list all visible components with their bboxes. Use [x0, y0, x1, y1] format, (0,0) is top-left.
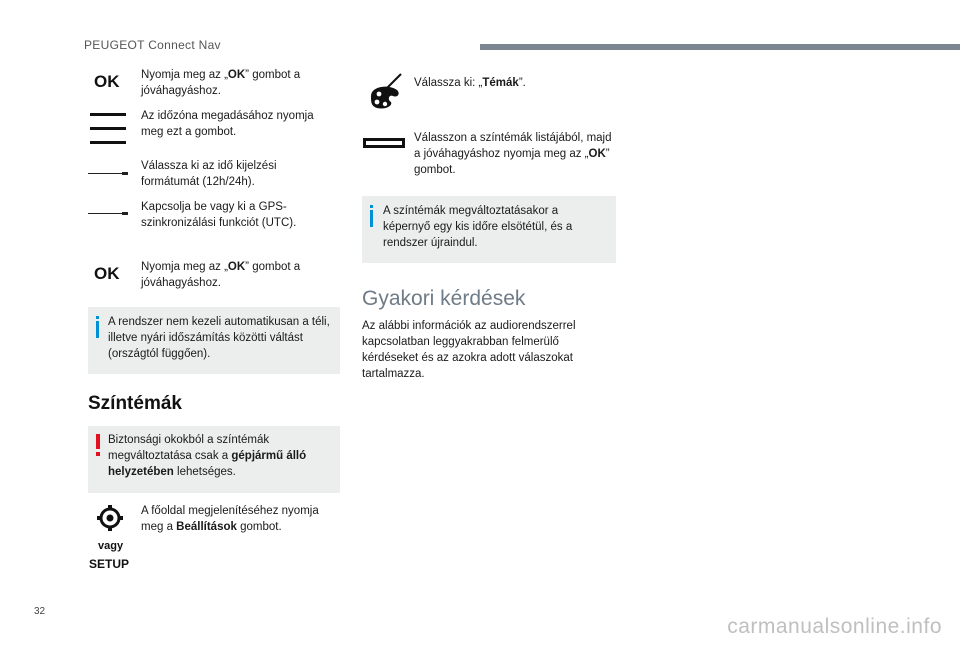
info-note-text: A rendszer nem kezeli automatikusan a téli, illetve nyári időszámítás közötti váltást (országtól függően).	[108, 316, 330, 360]
toggle-line-icon	[88, 172, 128, 175]
page-number: 32	[34, 606, 46, 617]
warning-box	[88, 426, 340, 493]
or-label: vagy	[98, 540, 124, 552]
header-bar	[480, 44, 960, 50]
section-heading-color-themes: Színtémák	[88, 393, 182, 414]
list-selection-icon	[363, 138, 405, 148]
step-text-choose-theme: Válasszon a színtémák listájából, majd a jóváhagyáshoz nyomja meg az „OK” gombot.	[414, 132, 612, 176]
step-text-ok-confirm: Nyomja meg az „OK” gombot a jóváhagyáshoz.	[141, 261, 301, 289]
step-text-timezone: Az időzóna megadásához nyomja meg ezt a gombot.	[141, 110, 314, 138]
faq-intro-text: Az alábbi információk az audiorendszerrel kapcsolatban leggyakrabban felmerülő kérdéseket és az azokra adott válaszokat tartalmazza.	[362, 320, 576, 380]
warning-icon	[96, 434, 100, 456]
info-icon	[96, 316, 99, 338]
watermark: carmanualsonline.info	[727, 615, 942, 638]
ok-icon: OK	[94, 72, 120, 91]
step-text-ok-confirm: Nyomja meg az „OK” gombot a jóváhagyáshoz.	[141, 69, 301, 97]
step-text-time-format: Válassza ki az idő kijelzési formátumát (12h/24h).	[141, 160, 277, 188]
setup-button-label: SETUP	[89, 557, 130, 571]
palette-icon	[367, 72, 403, 112]
toggle-line-icon	[88, 212, 128, 215]
step-text-settings: A főoldal megjelenítéséhez nyomja meg a Beállítások gombot.	[141, 505, 319, 533]
settings-gear-icon	[96, 504, 124, 532]
info-note-text: A színtémák megváltoztatásakor a képernyő egy kis időre elsötétül, és a rendszer újraindul.	[383, 205, 573, 249]
info-note-box	[362, 196, 616, 263]
step-text-select-themes: Válassza ki: „Témák”.	[414, 77, 526, 89]
ok-icon: OK	[94, 264, 120, 283]
step-text-gps-sync: Kapcsolja be vagy ki a GPS-szinkronizálási funkciót (UTC).	[141, 201, 297, 229]
document-header-title: PEUGEOT Connect Nav	[84, 38, 221, 52]
warning-text: Biztonsági okokból a színtémák megváltoztatása csak a gépjármű álló helyzetében lehetséges.	[108, 434, 307, 478]
info-note-box	[88, 307, 340, 374]
menu-icon	[90, 113, 126, 145]
section-heading-faq: Gyakori kérdések	[362, 287, 526, 310]
info-icon	[370, 205, 373, 227]
